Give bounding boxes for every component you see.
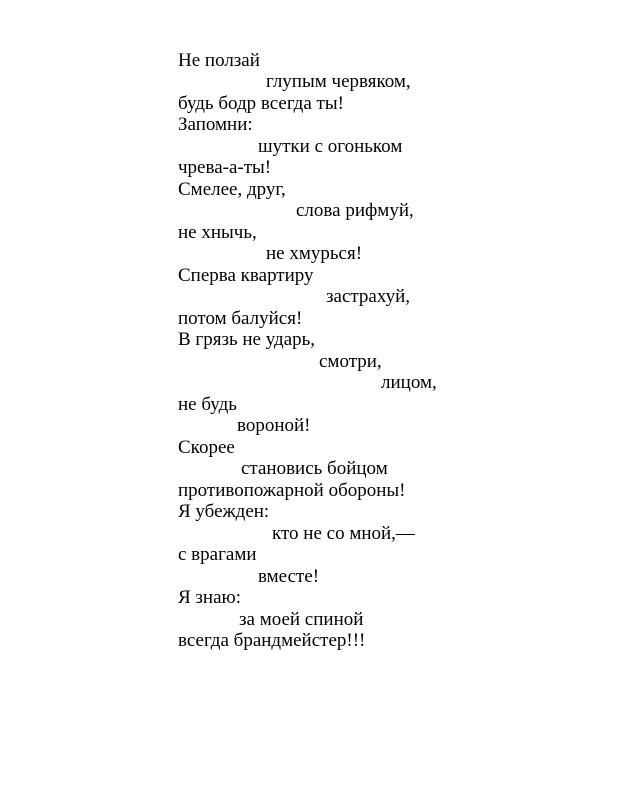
poem-line: чрева-а-ты! xyxy=(178,157,272,178)
poem-line: Скорее xyxy=(178,437,235,458)
poem-line: всегда брандмейстер!!! xyxy=(178,630,366,651)
poem-line: будь бодр всегда ты! xyxy=(178,93,344,114)
poem-line: не будь xyxy=(178,394,237,415)
poem-line: потом балуйся! xyxy=(178,308,303,329)
poem-line: Я знаю: xyxy=(178,587,242,608)
poem-line: Сперва квартиру xyxy=(178,265,314,286)
poem-line: смотри, xyxy=(319,351,382,372)
poem-line: глупым червяком, xyxy=(266,71,411,92)
poem-line: противопожарной обороны! xyxy=(178,480,406,501)
poem-line: кто не со мной,— xyxy=(272,523,415,544)
poem-line: за моей спиной xyxy=(239,609,364,630)
poem-line: Я убежден: xyxy=(178,501,270,522)
poem-line: не хнычь, xyxy=(178,222,257,243)
poem-line: Смелее, друг, xyxy=(178,179,286,200)
poem-line: становись бойцом xyxy=(241,458,388,479)
poem-line: шутки с огоньком xyxy=(258,136,403,157)
poem-line: Не ползай xyxy=(178,50,260,71)
poem-line: вороной! xyxy=(237,415,311,436)
poem-line: с врагами xyxy=(178,544,257,565)
poem-line: не хмурься! xyxy=(266,243,363,264)
poem-line: лицом, xyxy=(381,372,437,393)
poem-line: слова рифмуй, xyxy=(296,200,414,221)
poem-line: Запомни: xyxy=(178,114,253,135)
poem-line: застрахуй, xyxy=(326,286,411,307)
poem-line: В грязь не ударь, xyxy=(178,329,316,350)
poem-line: вместе! xyxy=(258,566,320,587)
